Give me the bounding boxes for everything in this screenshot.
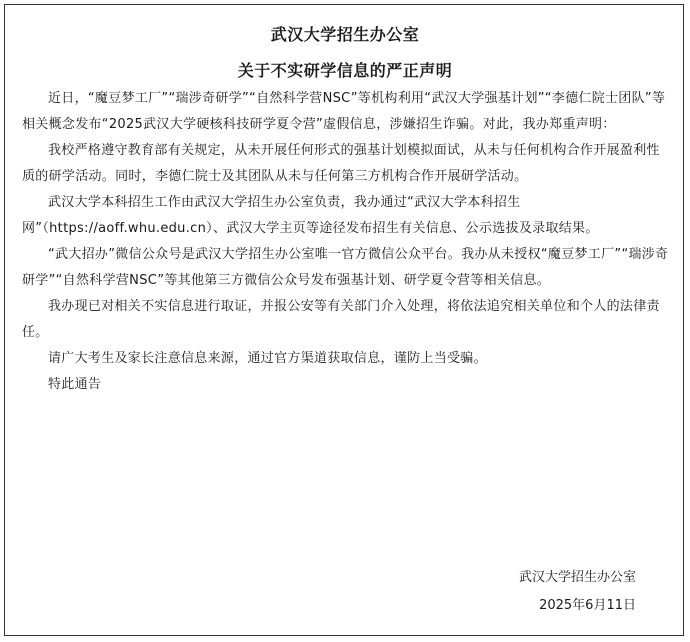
- signature-org: 武汉大学招生办公室: [518, 570, 636, 585]
- paragraph-closing: 特此通告: [48, 377, 102, 392]
- paragraph-statement-3: “武大招办”微信公众号是武汉大学招生办公室唯一官方微信公众平台。我办从未授权“魔豆梦工厂”“瑞涉奇研学”“自然科学营NSC”等其他第三方微信公众号发布强基计划、研学夏令营等相关信息。: [22, 247, 669, 288]
- signature-date: 2025年6月11日: [539, 598, 636, 613]
- paragraph-reminder: 请广大考生及家长注意信息来源，通过官方渠道获取信息，谨防上当受骗。: [48, 351, 487, 366]
- notice-title: 关于不实研学信息的严正声明: [237, 61, 453, 80]
- paragraph-intro: 近日，“魔豆梦工厂”“瑞涉奇研学”“自然科学营NSC”等机构利用“武汉大学强基计划”“李德仁院士团队”等相关概念发布“2025武汉大学硬核科技研学夏令营”虚假信息，涉嫌招生诈骗。对此，我办郑重声明：: [22, 91, 666, 132]
- org-title: 武汉大学招生办公室: [270, 25, 420, 44]
- notice-body: [22, 86, 672, 398]
- paragraph-statement-2: 武汉大学本科招生工作由武汉大学招生办公室负责，我办通过“武汉大学本科招生网”（https://aoff.whu.edu.cn）、武汉大学主页等途径发布招生有关信息、公示选拔及录取结果。: [22, 195, 599, 236]
- paragraph-statement-1: 我校严格遵守教育部有关规定，从未开展任何形式的强基计划模拟面试，从未与任何机构合作开展盈利性质的研学活动。同时，李德仁院士及其团队从未与任何第三方机构合作开展研学活动。: [22, 143, 660, 184]
- paragraph-statement-4: 我办现已对相关不实信息进行取证，并报公安等有关部门介入处理，将依法追究相关单位和个人的法律责任。: [22, 299, 660, 340]
